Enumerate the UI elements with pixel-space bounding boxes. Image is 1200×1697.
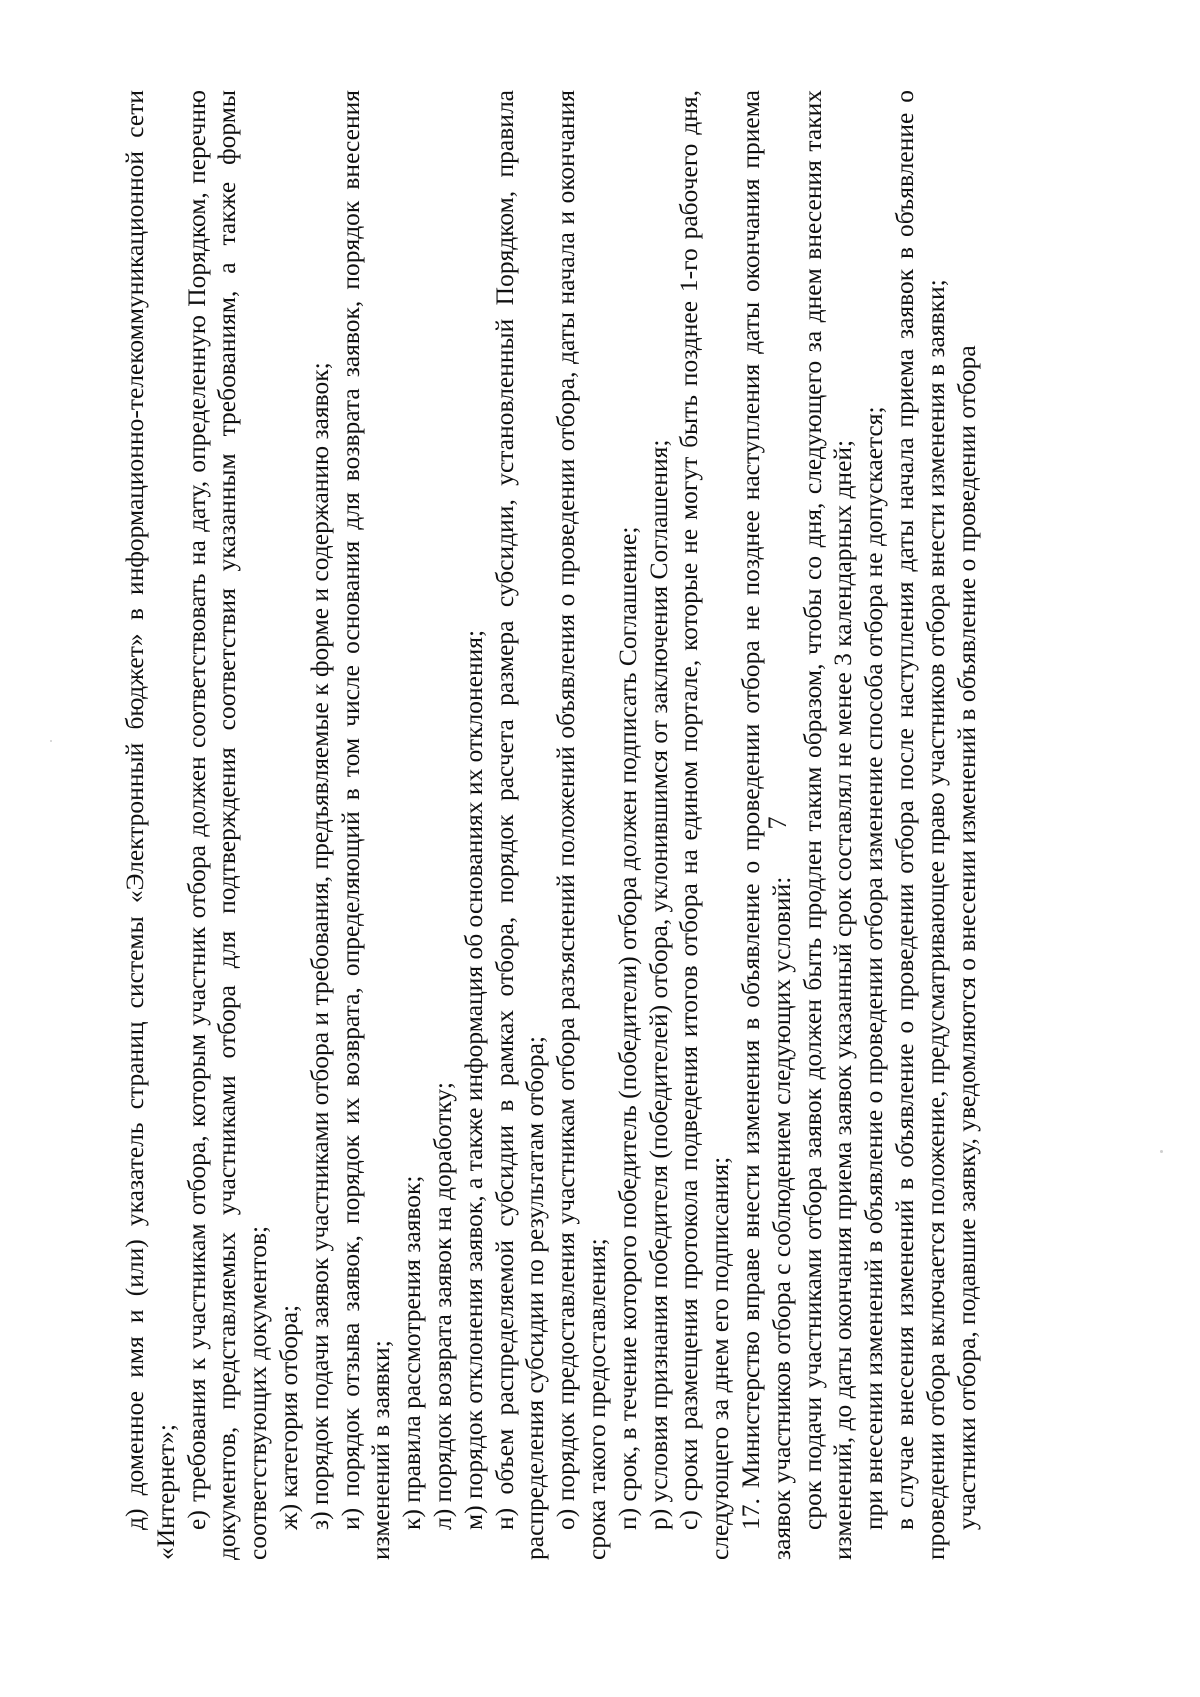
paragraph-17-condition-1: срок подачи участниками отбора заявок должен быть продлен таким образом, чтобы со дня, следующего за днем внесения таких изменений, до даты окончания приема заявок указанный срок составлял не менее 3 календарных дней; [797,90,858,1560]
paragraph-s: с) сроки размещения протокола подведения итогов отбора на едином портале, которые не могут быть позднее 1-го рабочего дня, следующего за днем его подписания; [674,90,735,1560]
paragraph-k: к) правила рассмотрения заявок; [397,1175,427,1530]
paragraph-17-condition-2: при внесении изменений в объявление о проведении отбора изменение способа отбора не допускается; [859,406,889,1530]
document-body [120,90,1080,1560]
paragraph-o: о) порядок предоставления участникам отбора разъяснений положений объявления о проведении отбора, даты начала и окончания срока такого предоставления; [551,90,611,1560]
scan-speck [50,740,52,742]
paragraph-p: п) срок, в течение которого победитель (победители) отбора должен подписать Соглашение; [612,526,642,1530]
paragraph-r: р) условия признания победителя (победителей) отбора, уклонившимся от заключения Соглашения; [643,439,673,1530]
paragraph-l: л) порядок возврата заявок на доработку; [427,1082,457,1530]
paragraph-m: м) порядок отклонения заявок, а также информация об основаниях их отклонения; [458,629,488,1530]
paragraph-17-condition-4: участники отбора, подавшие заявку, уведомляются о внесении изменений в объявление о проведении отбора [951,345,981,1530]
page-number: 7 [763,816,792,830]
paragraph-zh: ж) категория отбора; [273,1304,303,1530]
paragraph-z: з) порядок подачи заявок участниками отбора и требования, предъявляемые к форме и содержанию заявок; [304,362,334,1530]
scan-speck [1160,1150,1163,1153]
paragraph-e: е) требования к участникам отбора, которым участник отбора должен соответствовать на дату, определенную Порядком, перечню документов, представляемых участниками отбора для подтверждения соответствия указанным требованиям, а также формы соответствующих документов; [181,90,273,1560]
paragraph-d: д) доменное имя и (или) указатель страниц системы «Электронный бюджет» в информационно-телекоммуникационной сети «Интернет»; [120,90,180,1560]
paragraph-i: и) порядок отзыва заявок, порядок их возврата, определяющий в том числе основания для возврата заявок, порядок внесения изменений в заявки; [335,90,396,1560]
paragraph-17-condition-3: в случае внесения изменений в объявление о проведении отбора после наступления даты начала приема заявок в объявление о проведении отбора включается положение, предусматривающее право участников отбора внести изменения в заявки; [889,90,950,1560]
paragraph-n: н) объем распределяемой субсидии в рамках отбора, порядок расчета размера субсидии, установленный Порядком, правила распределения субсидии по результатам отбора; [489,90,550,1560]
paragraph-17: 17. Министерство вправе внести изменения в объявление о проведении отбора не позднее наступления даты окончания приема заявок участников отбора с соблюдением следующих условий: [735,90,796,1560]
